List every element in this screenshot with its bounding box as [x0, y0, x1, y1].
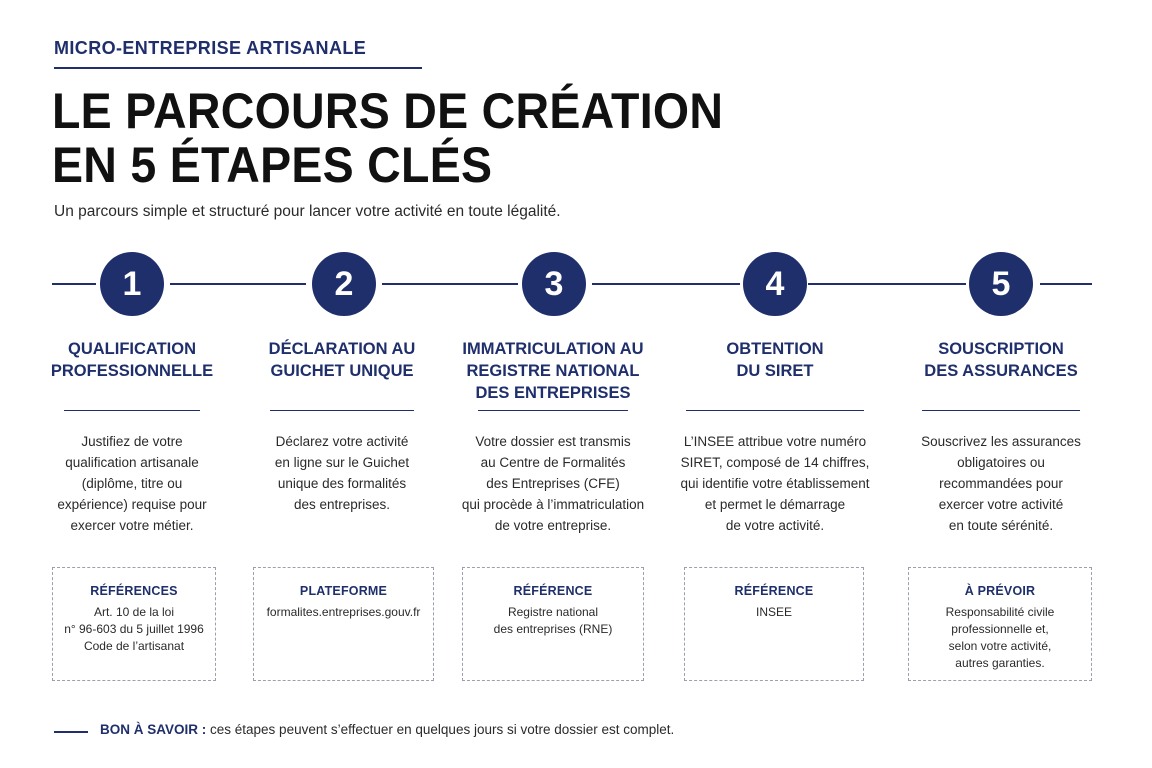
step-4-reference-label: RÉFÉRENCE — [734, 584, 814, 598]
step-4-column — [672, 338, 878, 538]
step-3-column — [448, 338, 658, 538]
kicker-label: MICRO-ENTREPRISE ARTISANALE — [54, 38, 367, 58]
step-1-number-badge: 1 — [100, 252, 164, 316]
step-3-reference-label: RÉFÉRENCE — [513, 584, 593, 598]
step-3-reference-text: Registre national des entreprises (RNE) — [493, 605, 613, 636]
step-1-reference-text: Art. 10 de la loi n° 96-603 du 5 juillet 1996 Code de l’artisanat — [64, 605, 204, 653]
step-2-reference-label: PLATEFORME — [299, 584, 388, 598]
step-2-description: Déclarez votre activité en ligne sur le Guichet unique des formalités des entreprises. — [274, 434, 410, 512]
step-2-title: DÉCLARATION AU GUICHET UNIQUE — [268, 340, 416, 380]
step-5-reference-text: Responsabilité civile professionnelle et, selon votre activité, autres garanties. — [945, 605, 1055, 670]
timeline-segment — [52, 283, 96, 285]
step-1-reference-label: RÉFÉRENCES — [90, 584, 178, 598]
page-subtitle: Un parcours simple et structuré pour lancer votre activité en toute légalité. — [54, 203, 561, 220]
step-4-reference-text: INSEE — [755, 605, 792, 619]
step-2-reference-box — [253, 567, 434, 681]
step-5-description: Souscrivez les assurances obligatoires ou recommandées pour exercer votre activité en toute sérénité. — [921, 434, 1081, 533]
step-3-number-badge: 3 — [522, 252, 586, 316]
page-title-line-2: EN 5 ÉTAPES CLÉS — [52, 137, 493, 193]
footer-note — [100, 722, 674, 737]
step-2-column — [252, 338, 432, 538]
page-title — [52, 84, 723, 192]
page-title-line-1: LE PARCOURS DE CRÉATION — [52, 83, 724, 139]
step-1-description: Justifiez de votre qualification artisanale (diplôme, titre ou expérience) requise pour exercer votre métier. — [57, 434, 207, 533]
step-4-reference-box — [684, 567, 864, 681]
step-1-reference-box — [52, 567, 216, 681]
footer-note-label: BON À SAVOIR : — [100, 722, 207, 737]
timeline-segment — [808, 283, 966, 285]
step-1-title: QUALIFICATION PROFESSIONNELLE — [50, 340, 214, 380]
step-3-description: Votre dossier est transmis au Centre de Formalités des Entreprises (CFE) qui procède à l’immatriculation de votre entreprise. — [461, 434, 645, 533]
step-4-description: L’INSEE attribue votre numéro SIRET, composé de 14 chiffres, qui identifie votre établissement et permet le démarrage de votre activité. — [680, 434, 870, 533]
step-5-column — [904, 338, 1098, 538]
step-5-number-badge: 5 — [969, 252, 1033, 316]
footer-rule — [54, 731, 88, 733]
step-4-number-badge: 4 — [743, 252, 807, 316]
step-2-divider — [270, 410, 414, 411]
timeline-segment — [382, 283, 518, 285]
step-2-number-badge: 2 — [312, 252, 376, 316]
step-4-divider — [686, 410, 864, 411]
step-1-column — [42, 338, 222, 538]
step-4-title: OBTENTION DU SIRET — [726, 340, 824, 380]
step-3-title: IMMATRICULATION AU REGISTRE NATIONAL DES ENTREPRISES — [462, 340, 644, 402]
timeline-segment — [170, 283, 306, 285]
step-5-title: SOUSCRIPTION DES ASSURANCES — [924, 340, 1078, 380]
step-5-divider — [922, 410, 1080, 411]
step-3-divider — [478, 410, 628, 411]
step-5-reference-box — [908, 567, 1092, 681]
timeline-segment — [592, 283, 740, 285]
step-1-divider — [64, 410, 200, 411]
step-2-reference-text: formalites.entreprises.gouv.fr — [266, 605, 421, 619]
step-3-reference-box — [462, 567, 644, 681]
kicker-underline — [54, 67, 422, 69]
footer-note-text: ces étapes peuvent s’effectuer en quelques jours si votre dossier est complet. — [206, 722, 675, 737]
step-5-reference-label: À PRÉVOIR — [964, 584, 1036, 598]
timeline-segment — [1040, 283, 1092, 285]
